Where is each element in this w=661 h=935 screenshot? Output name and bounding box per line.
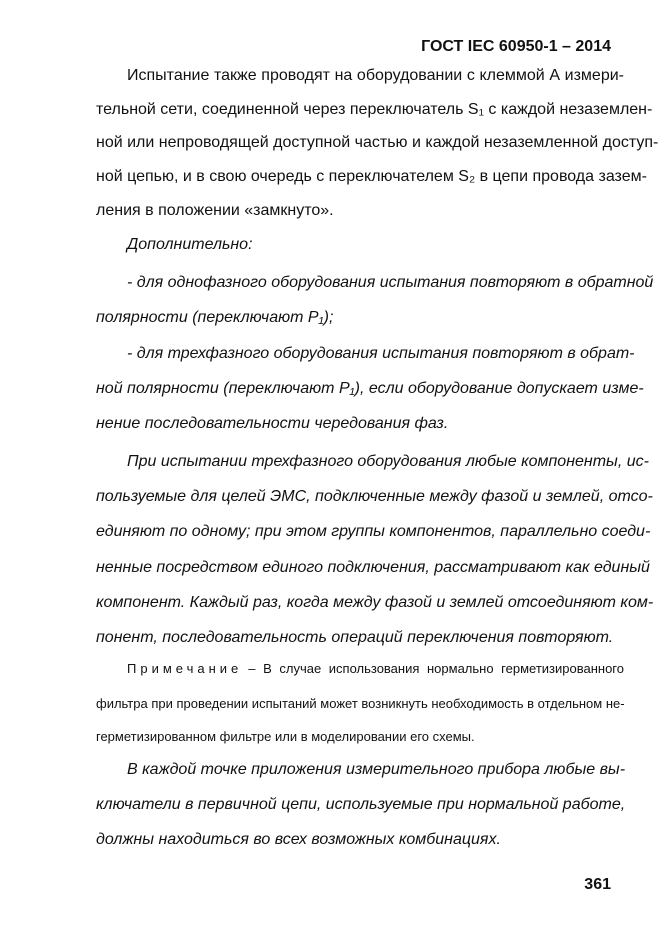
document-header: ГОСТ IEC 60950-1 – 2014 <box>421 38 611 55</box>
paragraph-line: ключатели в первичной цепи, используемые при нормальной работе, <box>96 796 626 813</box>
note-line: фильтра при проведении испытаний может возникнуть необходимость в отдельном не- <box>96 696 625 711</box>
note-first-line <box>127 659 624 679</box>
paragraph-line: понент, последовательность операций переключения повторяют. <box>96 629 614 646</box>
note-text: – В случае использования нормально герметизированного <box>248 661 624 676</box>
note-label: Примечание <box>127 661 243 676</box>
paragraph-line: ной цепью, и в свою очередь с переключателем S₂ в цепи провода зазем- <box>96 168 647 185</box>
paragraph-line: ления в положении «замкнуто». <box>96 202 334 219</box>
page-number: 361 <box>584 876 611 893</box>
paragraph-line: При испытании трехфазного оборудования любые компоненты, ис- <box>127 453 649 470</box>
paragraph-line: должны находиться во всех возможных комбинациях. <box>96 831 501 848</box>
paragraph-line: ной или непроводящей доступной частью и каждой незаземленной доступ- <box>96 134 659 151</box>
paragraph-line: ненные посредством единого подключения, рассматривают как единый <box>96 559 650 576</box>
note-line: герметизированном фильтре или в моделировании его схемы. <box>96 729 475 744</box>
paragraph-line: пользуемые для целей ЭМС, подключенные между фазой и землей, отсо- <box>96 488 653 505</box>
paragraph-line: - для трехфазного оборудования испытания повторяют в обрат- <box>127 345 635 362</box>
paragraph-line: ной полярности (переключают P₁), если оборудование допускает изме- <box>96 380 644 397</box>
paragraph-line: Дополнительно: <box>127 236 253 253</box>
paragraph-line: Испытание также проводят на оборудовании с клеммой А измери- <box>127 67 624 84</box>
paragraph-line: компонент. Каждый раз, когда между фазой и землей отсоединяют ком- <box>96 594 654 611</box>
paragraph-line: нение последовательности чередования фаз. <box>96 415 449 432</box>
paragraph-line: - для однофазного оборудования испытания повторяют в обратной <box>127 274 654 291</box>
paragraph-line: тельной сети, соединенной через переключатель S₁ с каждой незаземлен- <box>96 101 653 118</box>
paragraph-line: полярности (переключают P₁); <box>96 309 334 326</box>
paragraph-line: единяют по одному; при этом группы компонентов, параллельно соеди- <box>96 523 651 540</box>
paragraph-line: В каждой точке приложения измерительного прибора любые вы- <box>127 761 626 778</box>
